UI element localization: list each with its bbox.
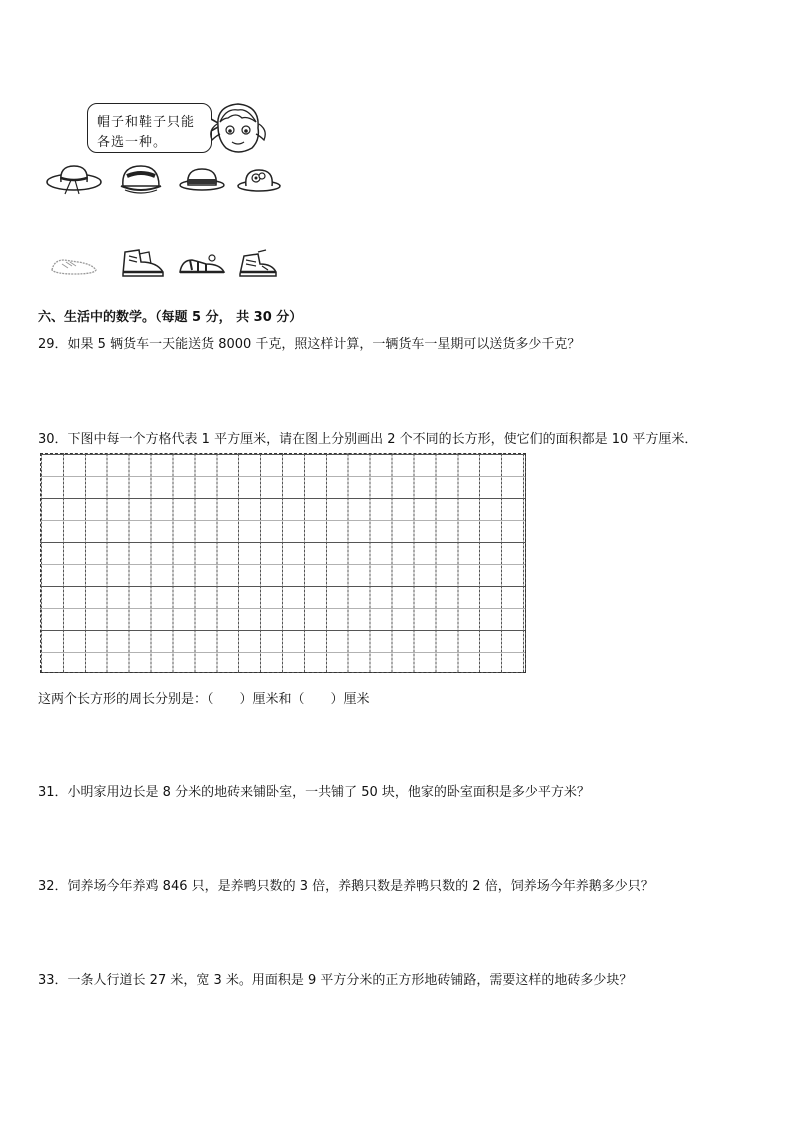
- sneaker-icon: [48, 252, 100, 278]
- sandal-icon: [176, 250, 228, 278]
- flower-hat-icon: [236, 164, 282, 194]
- section-heading: 六、生活中的数学。（每题 5 分， 共 30 分）: [38, 310, 303, 325]
- question-30: 30．下图中每一个方格代表 1 平方厘米，请在图上分别画出 2 个不同的长方形，使它们的面积都是 10 平方厘米．: [38, 432, 698, 447]
- speech-line-2: 各选一种。: [97, 135, 168, 150]
- square-grid[interactable]: [40, 453, 526, 673]
- question-33: 33．一条人行道长 27 米，宽 3 米。用面积是 9 平方分米的正方形地砖铺路，需要这样的地砖多少块？: [38, 973, 633, 988]
- question-31: 31．小明家用边长是 8 分米的地砖来铺卧室，一共铺了 50 块，他家的卧室面积是多少平方米？: [38, 785, 590, 800]
- baseball-cap-icon: [117, 162, 165, 196]
- fedora-hat-icon: [178, 165, 226, 193]
- boot-icon: [117, 246, 169, 280]
- sports-shoe-icon: [236, 248, 280, 280]
- sun-hat-icon: [45, 162, 103, 196]
- girl-face-icon: [208, 100, 270, 158]
- question-29: 29．如果 5 辆货车一天能送货 8000 千克，照这样计算，一辆货车一星期可以送货多少千克？: [38, 337, 581, 352]
- speech-bubble: [87, 103, 212, 153]
- question-32: 32．饲养场今年养鸡 846 只，是养鸭只数的 3 倍，养鹅只数是养鸭只数的 2 倍，饲养场今年养鹅多少只？: [38, 879, 654, 894]
- speech-line-1: 帽子和鞋子只能: [97, 115, 196, 130]
- question-30-answer: 这两个长方形的周长分别是：（ ）厘米和（ ）厘米: [38, 692, 370, 707]
